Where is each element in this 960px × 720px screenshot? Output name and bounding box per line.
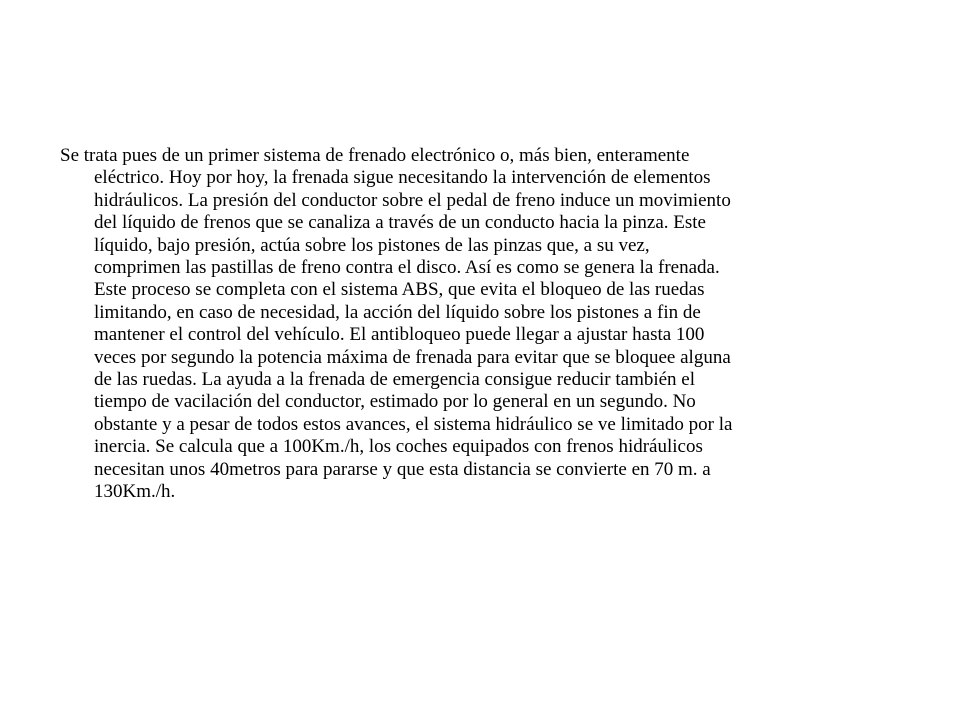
- body-paragraph: Se trata pues de un primer sistema de frenado electrónico o, más bien, enteramente eléctrico. Hoy por hoy, la frenada sigue necesitando la intervención de elementos hidráulicos. La presión del conductor sobre el pedal de freno induce un movimiento del líquido de frenos que se canaliza a través de un conducto hacia la pinza. Este líquido, bajo presión, actúa sobre los pistones de las pinzas que, a su vez, comprimen las pastillas de freno contra el disco. Así es como se genera la frenada. Este proceso se completa con el sistema ABS, que evita el bloqueo de las ruedas limitando, en caso de necesidad, la acción del líquido sobre los pistones a fin de mantener el control del vehículo. El antibloqueo puede llegar a ajustar hasta 100 veces por segundo la potencia máxima de frenada para evitar que se bloquee alguna de las ruedas. La ayuda a la frenada de emergencia consigue reducir también el tiempo de vacilación del conductor, estimado por lo general en un segundo. No obstante y a pesar de todos estos avances, el sistema hidráulico se ve limitado por la inercia. Se calcula que a 100Km./h, los coches equipados con frenos hidráulicos necesitan unos 40metros para pararse y que esta distancia se convierte en 70 m. a 130Km./h.: [60, 145, 733, 503]
